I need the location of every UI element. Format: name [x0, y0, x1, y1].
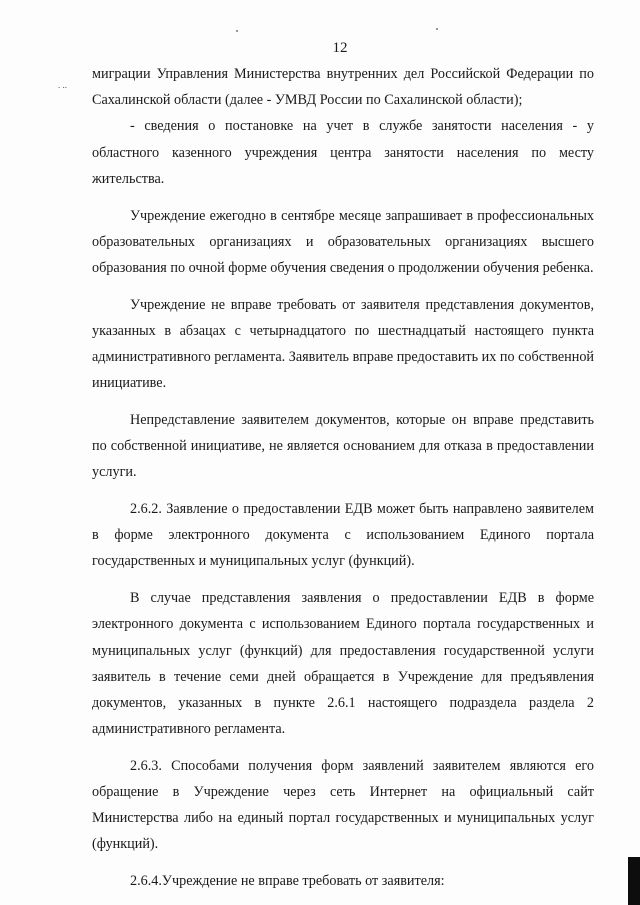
paragraph: миграции Управления Министерства внутренних дел Российской Федерации по Сахалинской области (далее - УМВД России по Сахалинской области); [92, 66, 594, 109]
paragraph: Учреждение не вправе требовать от заявителя представления документов, указанных в абзацах с четырнадцатого по шестнадцатый настоящего пункта административного регламента. Заявитель вправе предоставить их по собственной инициативе. [92, 296, 594, 392]
scan-edge-bar [628, 857, 640, 905]
paragraph: Учреждение ежегодно в сентябре месяце запрашивает в профессиональных образовательных организациях и образовательных организациях высшего образования по очной форме обучения сведения о продолжении обучения ребенка. [92, 207, 594, 276]
page-number: 12 [332, 40, 348, 56]
body-text [92, 61, 594, 894]
paragraph: Непредставление заявителем документов, которые он вправе представить по собственной инициативе, не является основанием для отказа в предоставлении услуги. [92, 411, 594, 481]
paragraph: 2.6.2. Заявление о предоставлении ЕДВ может быть направлено заявителем в форме электронного документа с использованием Единого портала государственных и муниципальных услуг (функций). [92, 501, 594, 570]
scan-speck [236, 30, 238, 32]
paragraph: 2.6.3. Способами получения форм заявлений заявителем являются его обращение в Учреждение через сеть Интернет на официальный сайт Министерства либо на единый портал государственных и муниципальных услуг (функций). [92, 757, 594, 853]
margin-mark: . .. [58, 80, 67, 90]
paragraph: - сведения о постановке на учет в службе занятости населения - у областного казенного учреждения центра занятости населения по месту жительства. [92, 118, 594, 187]
paragraph: В случае представления заявления о предоставлении ЕДВ в форме электронного документа с использованием Единого портала государственных и муниципальных услуг (функций) для предоставления государственной услуги заявитель в течение семи дней обращается в Учреждение для предъявления документов, указанных в пункте 2.6.1 настоящего подраздела раздела 2 административного регламента. [92, 590, 594, 738]
scan-speck [436, 28, 438, 30]
paragraph: 2.6.4.Учреждение не вправе требовать от заявителя: [130, 873, 445, 890]
